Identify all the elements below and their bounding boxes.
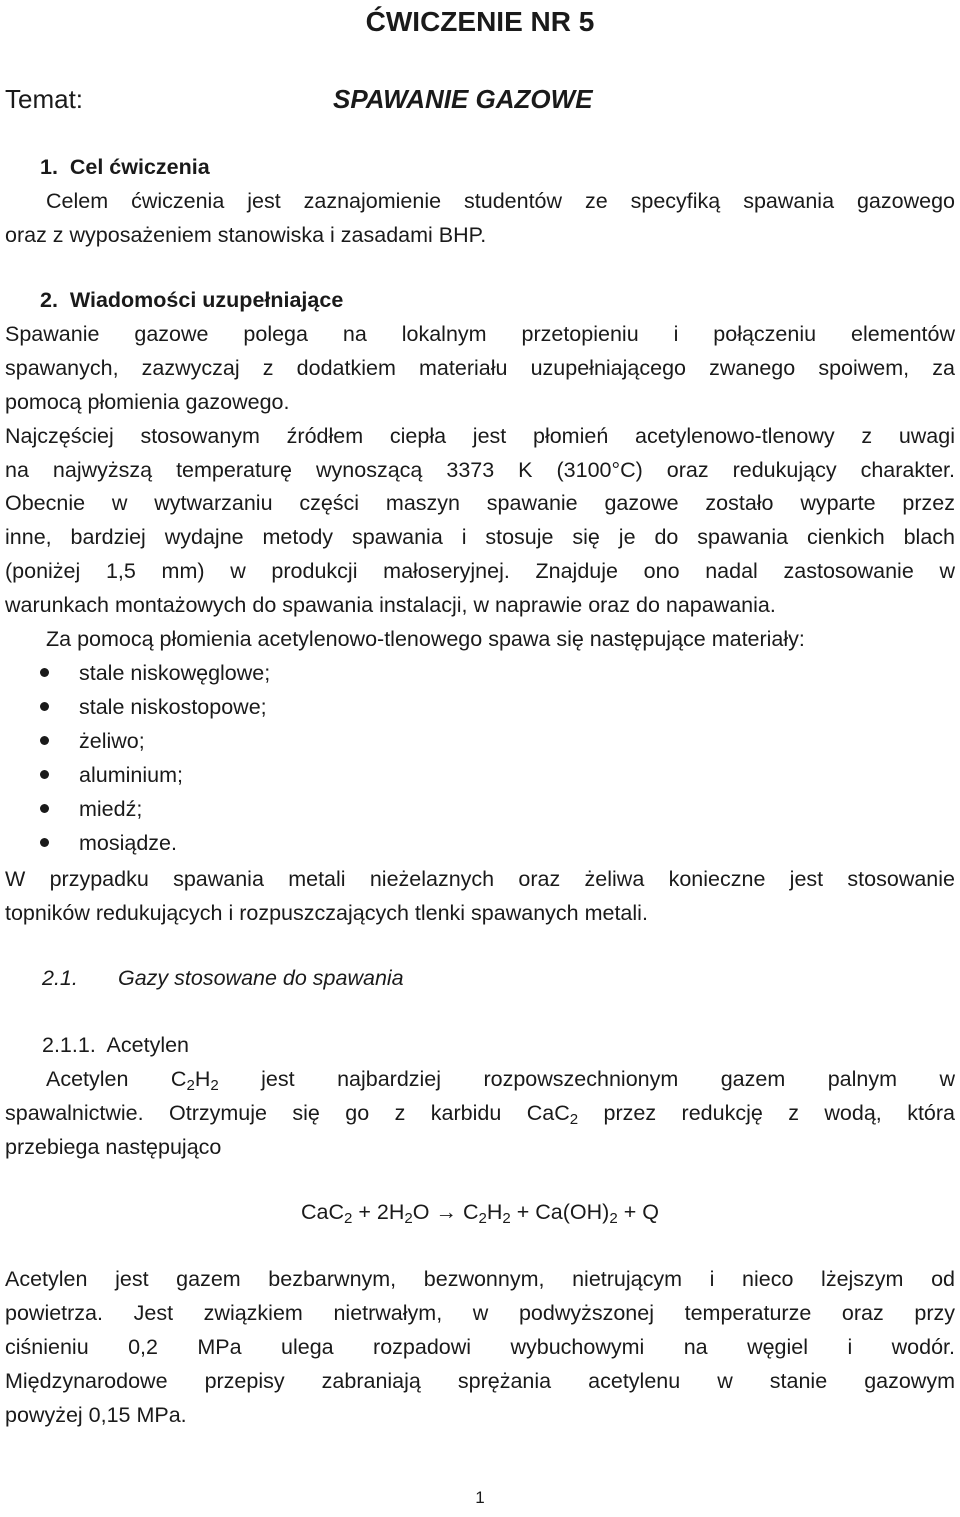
reaction-equation [0,1200,960,1227]
section2-line-2: spawanych, zazwyczaj z dodatkiem materiału uzupełniającego zwanego spoiwem, za [5,356,955,380]
text-part: przez redukcję z wodą, która [578,1101,955,1125]
formula-part: C [170,1067,187,1091]
section211-heading: 2.1.1. Acetylen [42,1033,190,1057]
formula-subscript: 2 [569,1110,579,1128]
section2-line-7: inne, bardziej wydajne metody spawania i stosuje się je do spawania cienkich blach [5,525,955,549]
final-line-3: ciśnieniu 0,2 MPa ulega rozpadowi wybuchowymi na węgiel i wodór. [5,1335,955,1359]
after-list-line-1: W przypadku spawania metali nieżelaznych oraz żeliwa konieczne jest stosowanie [5,867,955,891]
acetylene-line-2 [5,1101,955,1128]
equation-part: + Ca(OH) [510,1200,610,1224]
word: rozpowszechnionym [483,1067,679,1091]
list-item: aluminium; [79,763,183,787]
bullet [40,702,49,711]
list-item: mosiądze. [79,831,177,855]
section1-heading: 1. Cel ćwiczenia [40,155,210,179]
equation-subscript: 2 [404,1209,413,1227]
final-line-5: powyżej 0,15 MPa. [5,1403,187,1427]
list-item: stale niskostopowe; [79,695,267,719]
page-number: 1 [475,1488,485,1507]
section2-heading: 2. Wiadomości uzupełniające [40,288,344,312]
equation-subscript: 2 [478,1209,487,1227]
acetylene-line-1 [46,1067,955,1094]
word: palnym [827,1067,897,1091]
list-item: żeliwo; [79,729,145,753]
section2-line-9: warunkach montażowych do spawania instalacji, w naprawie oraz do napawania. [5,593,776,617]
bullet [40,804,49,813]
text-part: spawalnictwie. Otrzymuje się go z karbidu CaC [5,1101,570,1125]
equation-subscript: 2 [609,1209,618,1227]
section2-line-1: Spawanie gazowe polega na lokalnym przetopieniu i połączeniu elementów [5,322,955,346]
section2-line-3: pomocą płomienia gazowego. [5,390,290,414]
section2-line-8: (poniżej 1,5 mm) w produkcji małoseryjnej. Znajduje ono nadal zastosowanie w [5,559,955,583]
topic-label: Temat: [5,84,84,114]
final-line-1: Acetylen jest gazem bezbarwnym, bezwonnym, nietrującym i nieco lżejszym od [5,1267,955,1291]
word: najbardziej [337,1067,442,1091]
equation-part: O → C [412,1200,479,1224]
after-list-line-2: topników redukujących i rozpuszczających tlenki spawanych metali. [5,901,648,925]
section21-number: 2.1. [42,966,78,990]
bullet [40,736,49,745]
word: jest [261,1067,295,1091]
bullet [40,668,49,677]
final-line-4: Międzynarodowe przepisy zabraniają sprężania acetylenu w stanie gazowym [5,1369,955,1393]
section1-line-1: Celem ćwiczenia jest zaznajomienie studentów ze specyfiką spawania gazowego [46,189,955,213]
formula-subscript: 2 [186,1076,195,1094]
topic-title: SPAWANIE GAZOWE [333,84,593,114]
equation-part: + 2H [352,1200,405,1224]
section1-line-2: oraz z wyposażeniem stanowiska i zasadami BHP. [5,223,487,247]
word: w [939,1067,955,1091]
equation-part: CaC [301,1200,345,1224]
section21-heading: Gazy stosowane do spawania [118,966,404,990]
word: Acetylen [46,1067,129,1091]
page-title: ĆWICZENIE NR 5 [365,6,595,37]
list-item: miedź; [79,797,143,821]
word: gazem [720,1067,786,1091]
bullet [40,838,49,847]
formula-subscript: 2 [210,1076,219,1094]
formula-c2h2 [170,1067,219,1094]
section2-line-5: na najwyższą temperaturę wynoszącą 3373 K (3100°C) oraz redukujący charakter. [5,458,955,482]
equation-part: H [486,1200,503,1224]
list-item: stale niskowęglowe; [79,661,271,685]
formula-part: H [194,1067,211,1091]
final-line-2: powietrza. Jest związkiem nietrwałym, w podwyższonej temperaturze oraz przy [5,1301,955,1325]
equation-subscript: 2 [502,1209,511,1227]
bullet [40,770,49,779]
equation-part: + Q [617,1200,659,1224]
section2-line-6: Obecnie w wytwarzaniu części maszyn spawanie gazowe zostało wyparte przez [5,491,955,515]
materials-intro: Za pomocą płomienia acetylenowo-tlenowego spawa się następujące materiały: [46,627,805,651]
section2-line-4: Najczęściej stosowanym źródłem ciepła jest płomień acetylenowo-tlenowy z uwagi [5,424,955,448]
acetylene-line-3: przebiega następująco [5,1135,222,1159]
equation-subscript: 2 [344,1209,353,1227]
